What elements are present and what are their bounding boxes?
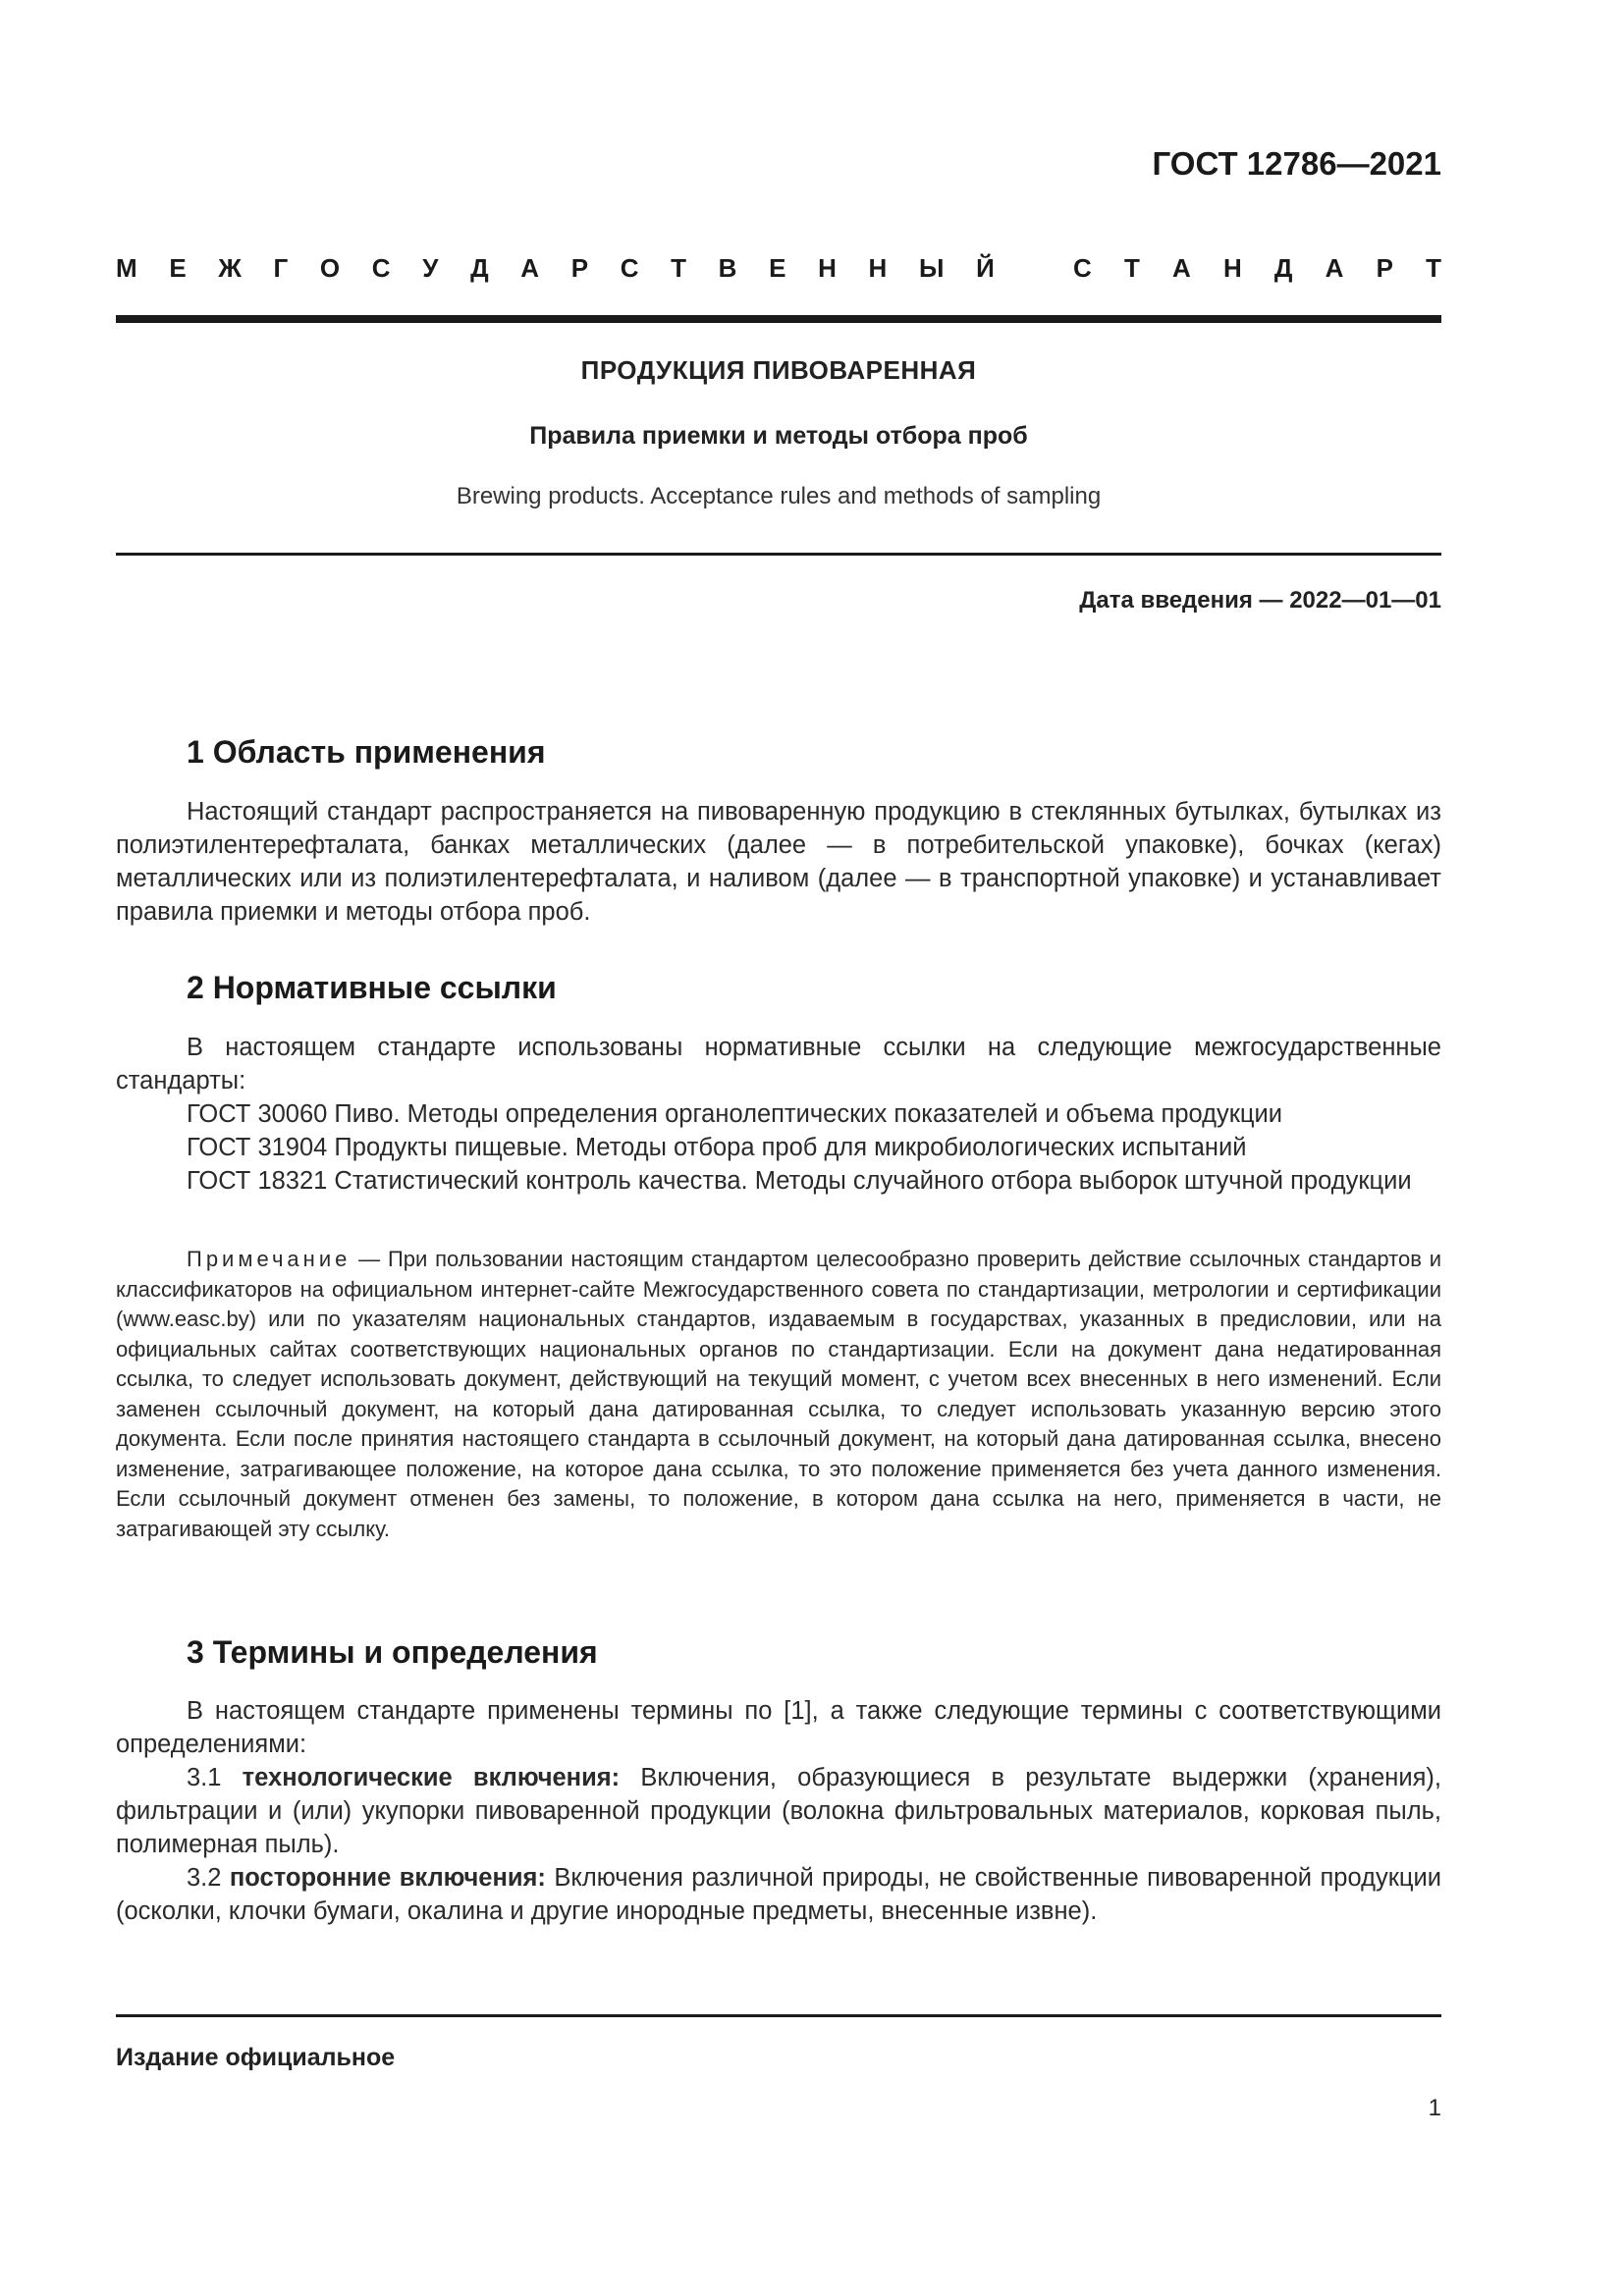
word1-letter: Й xyxy=(976,253,995,283)
document-page xyxy=(116,0,1441,2296)
edition-label: Издание официальное xyxy=(116,2044,396,2071)
word1-letter: Т xyxy=(671,253,687,283)
section-3-intro: В настоящем стандарте применены термины по [1], а также следующие термины с соответствующими определениями: xyxy=(116,1697,1441,1758)
document-title-english: Brewing products. Acceptance rules and methods of sampling xyxy=(456,483,1102,509)
page-number: 1 xyxy=(1428,2095,1441,2121)
word1-letter: Н xyxy=(868,253,888,283)
word1-letter: Р xyxy=(570,253,589,283)
word2-letter: Д xyxy=(1273,253,1293,283)
section-2-body xyxy=(116,1031,1441,1198)
word2-letter: Т xyxy=(1123,253,1140,283)
document-title: ПРОДУКЦИЯ ПИВОВАРЕННАЯ xyxy=(580,355,977,385)
word2-letter: А xyxy=(1172,253,1191,283)
term-3-2-number: 3.2 xyxy=(187,1864,230,1892)
reference-gost-30060: ГОСТ 30060 Пиво. Методы определения органолептических показателей и объема продукции xyxy=(187,1100,1283,1128)
word1-letter: А xyxy=(520,253,540,283)
section-2-heading: 2 Нормативные ссылки xyxy=(187,970,557,1005)
section-2-note xyxy=(116,1245,1441,1544)
word1-letter: Г xyxy=(273,253,289,283)
document-number: ГОСТ 12786—2021 xyxy=(1152,145,1441,182)
word2-letter: С xyxy=(1073,253,1092,283)
word2-letter: Т xyxy=(1426,253,1441,283)
reference-gost-31904: ГОСТ 31904 Продукты пищевые. Методы отбора проб для микробиологических испытаний xyxy=(187,1134,1247,1161)
standard-type-word-interstate xyxy=(116,253,995,289)
word1-letter: Н xyxy=(818,253,837,283)
word2-letter: Н xyxy=(1222,253,1242,283)
term-3-1-name: технологические включения: xyxy=(242,1764,621,1791)
word1-letter: Е xyxy=(769,253,786,283)
section-2-intro: В настоящем стандарте использованы нормативные ссылки на следующие межгосударственные стандарты: xyxy=(116,1034,1441,1095)
note-text: — При пользовании настоящим стандартом целесообразно проверить действие ссылочных стандартов и классификаторов на официальном интернет-сайте Межгосударственного совета по стандартизации, метрологии и сертификации (www.easc.by) или по указателям национальных стандартов, издаваемым в государствах, указанных в предисловии, или на официальных сайтах соответствующих национальных органов по стандартизации. Если на документ дана недатированная ссылка, то следует использовать документ, действующий на текущий момент, с учетом всех внесенных в него изменений. Если заменен ссылочный документ, на который дана датированная ссылка, то следует использовать указанную версию этого документа. Если после принятия настоящего стандарта в ссылочный документ, на который дана датированная ссылка, внесено изменение, затрагивающее положение, на которое дана ссылка, то это положение применяется без учета данного изменения. Если ссылочный документ отменен без замены, то положение, в котором дана ссылка на него, применяется в части, не затрагивающей эту ссылку. xyxy=(116,1247,1441,1541)
section-1-paragraph: Настоящий стандарт распространяется на пивоваренную продукцию в стеклянных бутылках, бутылках из полиэтилентерефталата, банках металлических (далее — в потребительской упаковке), бочках (кегах) металлических или из полиэтилентерефталата, и наливом (далее — в транспортной упаковке) и устанавливает правила приемки и методы отбора проб. xyxy=(116,798,1441,926)
word1-letter: Д xyxy=(470,253,489,283)
term-3-1-definition: Включения, образующиеся в результате выдержки (хранения), фильтрации и (или) укупорки пивоваренной продукции (волокна фильтровальных материалов, корковая пыль, полимерная пыль). xyxy=(116,1764,1441,1858)
footer-rule xyxy=(116,2014,1441,2017)
word1-letter: Ж xyxy=(218,253,242,283)
introduction-date: Дата введения — 2022—01—01 xyxy=(1079,587,1441,614)
term-3-2-definition: Включения различной природы, не свойственные пивоваренной продукции (осколки, клочки бумаги, окалина и другие инородные предметы, внесенные извне). xyxy=(116,1864,1441,1925)
word1-letter: С xyxy=(371,253,391,283)
note-paragraph xyxy=(116,1245,1441,1544)
header-rule xyxy=(116,315,1441,323)
word2-letter: А xyxy=(1325,253,1344,283)
section-1-heading: 1 Область применения xyxy=(187,734,546,770)
word1-letter: М xyxy=(116,253,137,283)
section-1-body xyxy=(116,795,1441,929)
word1-letter: О xyxy=(319,253,341,283)
word1-letter: В xyxy=(718,253,737,283)
standard-type-word-standard xyxy=(1073,253,1441,289)
word1-letter: Е xyxy=(169,253,187,283)
term-3-1 xyxy=(116,1761,1441,1861)
word1-letter: Ы xyxy=(918,253,945,283)
title-rule xyxy=(116,553,1441,556)
word1-letter: С xyxy=(620,253,639,283)
section-3-heading: 3 Термины и определения xyxy=(187,1634,598,1670)
section-3-body xyxy=(116,1694,1441,1928)
term-3-2 xyxy=(116,1861,1441,1928)
reference-gost-18321: ГОСТ 18321 Статистический контроль качества. Методы случайного отбора выборок штучной продукции xyxy=(187,1167,1412,1195)
standard-type-heading xyxy=(116,253,1441,289)
term-3-1-number: 3.1 xyxy=(187,1764,243,1791)
note-label: Примечание xyxy=(187,1247,352,1271)
term-3-2-name: посторонние включения: xyxy=(229,1864,546,1892)
word1-letter: У xyxy=(422,253,439,283)
word2-letter: Р xyxy=(1376,253,1393,283)
document-subtitle: Правила приемки и методы отбора проб xyxy=(529,422,1028,450)
